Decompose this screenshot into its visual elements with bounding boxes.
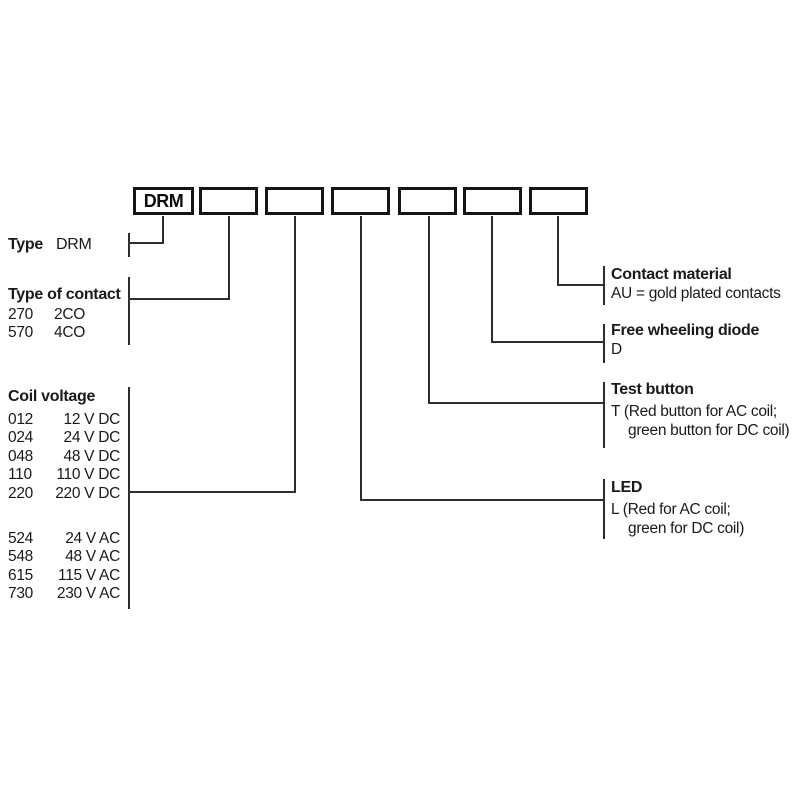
coil-row xyxy=(8,585,120,603)
contact-row xyxy=(8,324,88,342)
test-button-line2: green button for DC coil) xyxy=(628,422,790,439)
coil-value: 48 V DC xyxy=(63,447,120,465)
connector-free-wheeling-diode xyxy=(492,216,604,342)
type-value: DRM xyxy=(55,236,92,253)
code-box-contact-material xyxy=(529,187,588,215)
type-row xyxy=(8,236,92,254)
coil-value: 12 V DC xyxy=(63,411,120,428)
connector-type xyxy=(129,216,163,243)
free-wheeling-diode-title: Free wheeling diode xyxy=(611,322,760,339)
coil-code: 730 xyxy=(8,585,33,603)
code-box-coil-voltage xyxy=(265,187,324,215)
coil-row xyxy=(8,485,120,503)
connector-contact-material xyxy=(558,216,604,285)
coil-value: 110 V DC xyxy=(56,466,120,484)
led-line1: L (Red for AC coil; xyxy=(611,501,731,518)
contact-value: 4CO xyxy=(54,324,85,342)
code-box-type-label: DRM xyxy=(143,190,184,211)
contact-section-title: Type of contact xyxy=(8,286,121,303)
code-box-type xyxy=(133,187,194,215)
led-block xyxy=(611,478,744,538)
led-title: LED xyxy=(611,479,643,496)
coil-row xyxy=(8,466,120,484)
test-button-title: Test button xyxy=(611,381,694,398)
contact-material-line: AU = gold plated contacts xyxy=(611,285,781,302)
coil-section-title: Coil voltage xyxy=(8,388,96,405)
coil-code: 024 xyxy=(8,429,33,447)
coil-row xyxy=(8,411,120,429)
coil-value: 24 V AC xyxy=(65,530,120,548)
coil-value: 48 V AC xyxy=(65,548,120,566)
coil-row xyxy=(8,567,120,585)
coil-code: 615 xyxy=(8,566,33,584)
code-box-contact xyxy=(199,187,258,215)
code-box-led xyxy=(331,187,390,215)
connector-type-of-contact xyxy=(129,216,229,299)
coil-row xyxy=(8,429,120,447)
led-line2: green for DC coil) xyxy=(628,520,745,537)
free-wheeling-diode-block xyxy=(611,321,759,359)
contact-code: 570 xyxy=(8,324,33,342)
type-label: Type xyxy=(8,236,43,253)
coil-code: 110 xyxy=(8,466,32,484)
contact-row xyxy=(8,306,88,324)
coil-row xyxy=(8,448,120,466)
coil-code: 012 xyxy=(8,411,33,428)
coil-code: 048 xyxy=(8,447,33,465)
coil-value: 115 V AC xyxy=(58,566,120,584)
connector-led xyxy=(361,216,604,500)
coil-value: 24 V DC xyxy=(63,429,120,447)
connector-coil-voltage xyxy=(129,216,295,492)
coil-voltage-table xyxy=(8,411,120,604)
free-wheeling-diode-line: D xyxy=(611,341,622,358)
contact-value: 2CO xyxy=(54,306,85,323)
coil-value: 230 V AC xyxy=(56,585,120,603)
coil-code: 548 xyxy=(8,548,33,566)
test-button-line1: T (Red button for AC coil; xyxy=(611,403,777,420)
code-box-test-button xyxy=(398,187,457,215)
coil-code: 524 xyxy=(8,530,33,548)
contact-code-table xyxy=(8,306,88,343)
contact-material-block xyxy=(611,265,781,303)
contact-material-title: Contact material xyxy=(611,266,732,283)
connector-test-button xyxy=(429,216,604,403)
test-button-block xyxy=(611,380,789,440)
code-box-diode xyxy=(463,187,522,215)
coil-code: 220 xyxy=(8,484,33,502)
coil-value: 220 V DC xyxy=(55,484,120,502)
coil-row xyxy=(8,530,120,548)
contact-code: 270 xyxy=(8,306,33,323)
coil-row xyxy=(8,548,120,566)
